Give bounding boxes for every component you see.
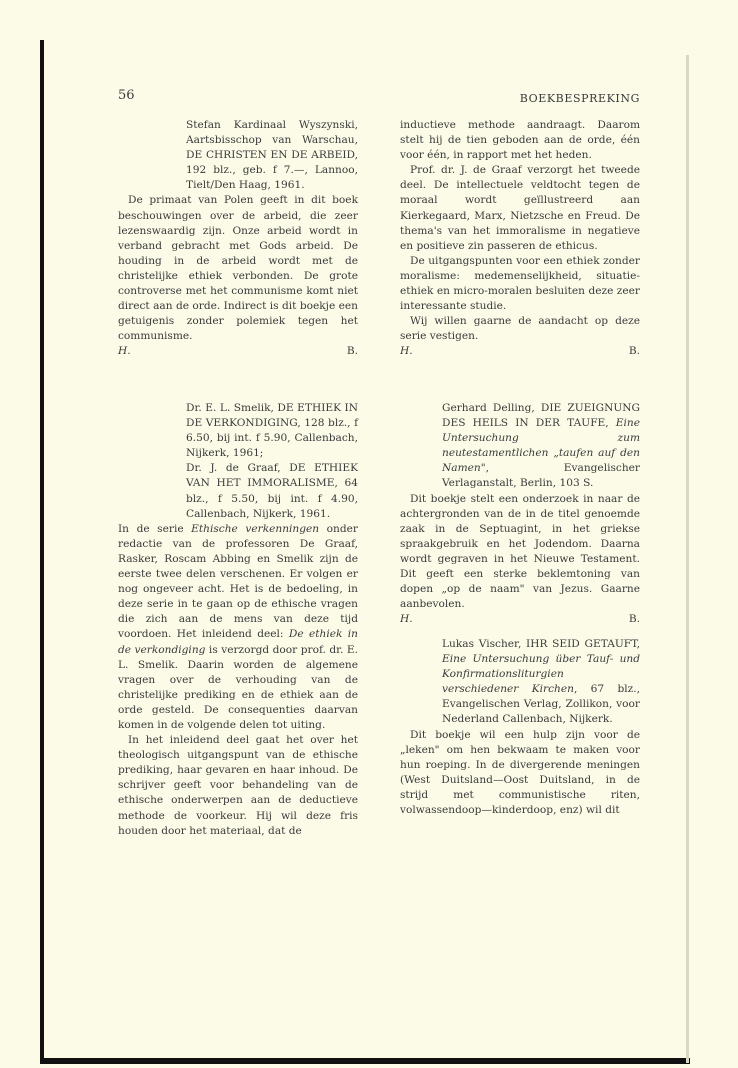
review-delling xyxy=(400,401,640,627)
book-reference: Lukas Vischer, IHR SEID GETAUFT, Eine Untersuchung über Tauf- und Konfirmationsliturgien verschiedener Kirchen, 67 blz., Evangelischen Verlag, Zollikon, voor Nederland Callenbach, Nijkerk. xyxy=(442,638,640,726)
review-wyszynski xyxy=(118,118,358,360)
paragraph: De uitgangspunten voor een ethiek zonder moralisme: medemenselijkheid, situatie-ethiek en micro-moralen besluiten deze zeer interessante studie. xyxy=(400,254,640,313)
paragraph: inductieve methode aandraagt. Daarom stelt hij de tien geboden aan de orde, één voor één, in rapport met het heden. xyxy=(400,119,640,162)
review-text: De primaat van Polen geeft in dit boek beschouwingen over de arbeid, die zeer lezenswaardig zijn. Onze arbeid wordt in verband gebracht met Gods arbeid. De houding in de arbeid wordt met de christelijke ethiek verbonden. De grote controverse met het communisme komt niet direct aan de orde. Indirect is dit boekje een getuigenis zonder polemiek tegen het communisme. xyxy=(118,194,358,343)
running-head: BOEKBESPREKING xyxy=(519,92,640,105)
review-smelik-continued xyxy=(400,118,640,360)
book-reference: Dr. E. L. Smelik, DE ETHIEK IN DE VERKONDIGING, 128 blz., f 6.50, bij int. f 5.90, Callenbach, Nijkerk, 1961; Dr. J. de Graaf, DE ETHIEK VAN HET IMMORALISME, 64 blz., f 5.50, bij int. f 4.90, Callenbach, Nijkerk, 1961. xyxy=(186,402,358,520)
book-reference: Gerhard Delling, DIE ZUEIGNUNG DES HEILS IN DER TAUFE, Eine Untersuchung zum neutestamentlichen „taufen auf den Namen", Evangelischer Verlaganstalt, Berlin, 103 S. xyxy=(442,402,640,490)
review-smelik-degraaf xyxy=(118,401,358,839)
series-title: Ethische verkenningen xyxy=(191,522,320,535)
subtitle: Eine Untersuchung über Tauf- und Konfirmationsliturgien verschiedener Kirchen xyxy=(442,653,640,696)
reviewer-signature: H. B. xyxy=(118,345,358,358)
page-edge-right xyxy=(686,55,689,1063)
paragraph: Prof. dr. J. de Graaf verzorgt het tweede deel. De intellectuele veldtocht tegen de moraal wordt geïllustreerd aan Kierkegaard, Marx, Nietzsche en Freud. De thema's van het immoralisme in negatieve en positieve zin passeren de ethicus. xyxy=(400,164,640,252)
page-number: 56 xyxy=(118,88,135,103)
review-text: Dit boekje stelt een onderzoek in naar de achtergronden van de in de titel genoemde zaak in de Septuagint, in het griekse spraakgebruik en het Jodendom. Daarna wordt gegraven in het Nieuwe Testament. Dit geeft een sterke beklemtoning van dopen „op de naam" van Jezus. Gaarne aanbevolen. xyxy=(400,492,640,611)
subtitle: Eine Untersuchung zum neutestamentlichen „taufen auf den Namen" xyxy=(442,417,640,475)
review-vischer xyxy=(400,637,640,818)
paragraph: Wij willen gaarne de aandacht op deze serie vestigen. xyxy=(400,315,640,343)
scan-border-left xyxy=(40,40,44,1060)
reviewer-signature: H. B. xyxy=(400,345,640,358)
review-text: Dit boekje wil een hulp zijn voor de „leken" om hen bekwaam te maken voor hun roeping. In de divergerende meningen (West Duitsland—Oost Duitsland, in de strijd met communistische riten, volwassendoop—kinderdoop, enz) wil dit xyxy=(400,728,640,817)
paragraph: In de serie Ethische verkenningen onder redactie van de professoren De Graaf, Rasker, Roscam Abbing en Smelik zijn de eerste twee delen verschenen. Er volgen er nog ongeveer acht. Het is de bedoeling, in deze serie in te gaan op de ethische vragen die zich aan de mens van deze tijd voordoen. Het inleidend deel: De ethiek in de verkondiging is verzorgd door prof. dr. E. L. Smelik. Daarin worden de algemene vragen over de verhouding van de christelijke prediking en de ethiek aan de orde gesteld. De consequenties daarvan komen in de volgende delen tot uiting. xyxy=(118,522,358,731)
scan-border-bottom xyxy=(40,1058,690,1064)
reviewer-signature: H. B. xyxy=(400,613,640,626)
book-reference: Stefan Kardinaal Wyszynski, Aartsbisschop van Warschau, DE CHRISTEN EN DE ARBEID, 192 blz., geb. f 7.—, Lannoo, Tielt/Den Haag, 1961. xyxy=(186,119,358,192)
volume-title: De ethiek in de verkondiging xyxy=(118,628,358,656)
paragraph: In het inleidend deel gaat het over het theologisch uitgangspunt van de ethische prediking, haar gevaren en haar inhoud. De schrijver geeft voor behandeling van de ethische onderwerpen aan de deductieve methode de voorkeur. Hij wil deze fris houden door het materiaal, dat de xyxy=(118,734,358,837)
review-text xyxy=(118,522,358,839)
review-text xyxy=(400,118,640,344)
